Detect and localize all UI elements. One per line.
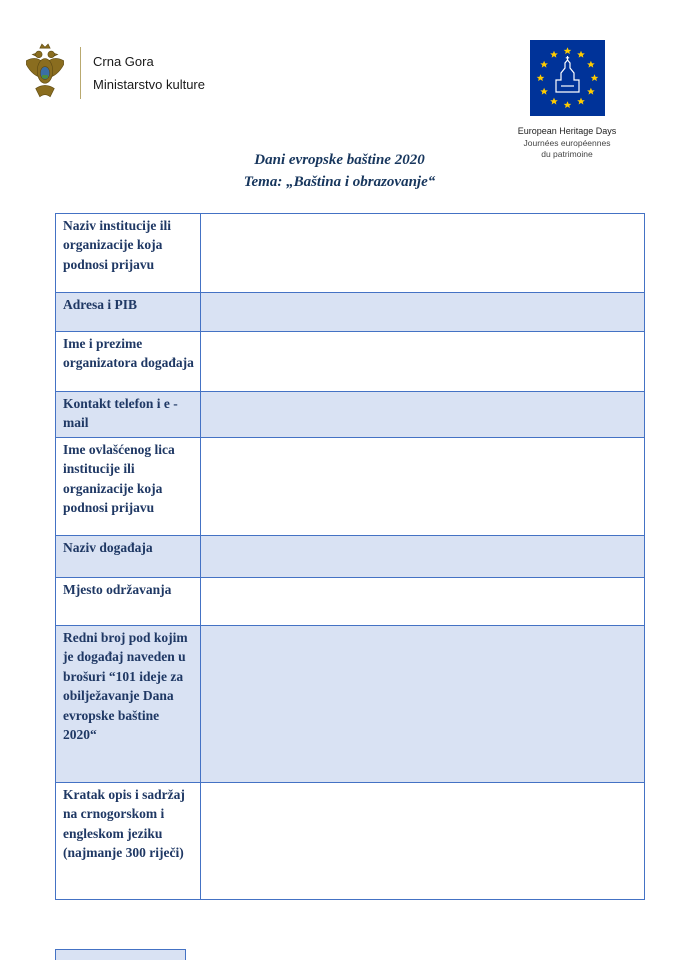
title-line-2: Tema: „Baština i obrazovanje“ [243, 173, 436, 190]
ehd-caption-line-3: du patrimoine [541, 148, 593, 159]
brand-separator [80, 47, 81, 99]
field-label: Redni broj pod kojim je događaj naveden u brošuri “101 ideje za obilježavanje Dana evropske baštine 2020“ [56, 625, 201, 782]
field-value-input[interactable] [201, 625, 645, 782]
table-row [56, 332, 645, 392]
field-value-input[interactable] [201, 577, 645, 625]
field-value-input[interactable] [201, 392, 645, 438]
european-heritage-days-logo-icon [530, 40, 605, 116]
field-value-input[interactable] [201, 214, 645, 293]
ehd-caption-line-1: European Heritage Days [517, 126, 617, 136]
montenegro-coat-of-arms-icon [22, 42, 68, 104]
title-line-1: Dani evropske baštine 2020 [254, 152, 425, 168]
next-row-cutoff [55, 949, 186, 960]
field-label: Naziv događaja [56, 535, 201, 577]
field-value-input[interactable] [201, 293, 645, 332]
field-label: Kontakt telefon i e - mail [56, 392, 201, 438]
field-label: Naziv institucije ili organizacije koja podnosi prijavu [56, 214, 201, 293]
application-form-table [55, 213, 645, 900]
government-titles [93, 55, 205, 91]
letterhead [0, 0, 679, 159]
table-row [56, 625, 645, 782]
field-label: Ime i prezime organizatora događaja [56, 332, 201, 392]
ehd-brand [507, 40, 627, 160]
ministry-name: Ministarstvo kulture [93, 77, 205, 92]
table-row [56, 293, 645, 332]
document-title [0, 150, 679, 194]
table-row [56, 437, 645, 535]
table-row [56, 392, 645, 438]
country-name: Crna Gora [93, 54, 154, 69]
field-value-input[interactable] [201, 437, 645, 535]
field-label: Mjesto održavanja [56, 577, 201, 625]
field-value-input[interactable] [201, 535, 645, 577]
field-label: Kratak opis i sadržaj na crnogorskom i engleskom jeziku (najmanje 300 riječi) [56, 782, 201, 899]
table-row [56, 214, 645, 293]
field-value-input[interactable] [201, 332, 645, 392]
table-row [56, 535, 645, 577]
ehd-caption-line-2: Journées européennes [523, 137, 611, 148]
government-brand [22, 42, 205, 104]
field-value-input[interactable] [201, 782, 645, 899]
field-label: Ime ovlašćenog lica institucije ili organizacije koja podnosi prijavu [56, 437, 201, 535]
form-table-body [56, 214, 645, 900]
table-row [56, 782, 645, 899]
field-label: Adresa i PIB [56, 293, 201, 332]
table-row [56, 577, 645, 625]
